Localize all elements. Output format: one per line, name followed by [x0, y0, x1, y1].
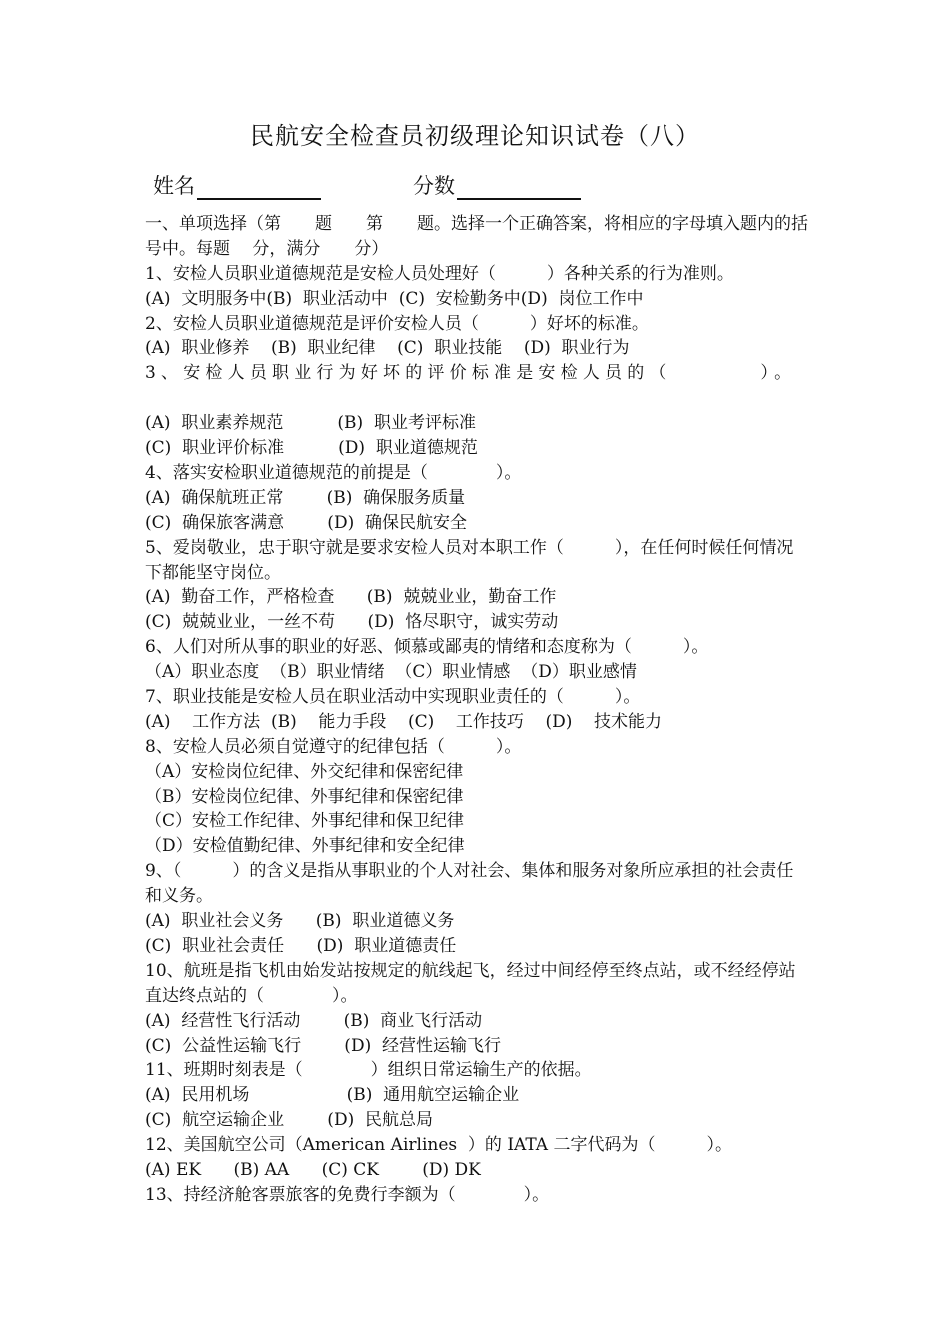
- option-line: (A) EK (B) AA (C) CK (D) DK: [145, 1159, 481, 1180]
- question-line: 12、美国航空公司（American Airlines ）的 IATA 二字代码为（ ）。: [145, 1135, 732, 1156]
- question-line: 5、爱岗敬业，忠于职守就是要求安检人员对本职工作（ ），在任何时候任何情况下都能坚守岗位。: [145, 537, 794, 583]
- name-field: [153, 170, 321, 200]
- candidate-info-row: [153, 170, 813, 204]
- option-line: (C) 职业评价标准 (D) 职业道德规范: [145, 438, 478, 459]
- option-line: (A) 工作方法 (B) 能力手段 (C) 工作技巧 (D) 技术能力: [145, 711, 662, 732]
- option-line: (C) 确保旅客满意 (D) 确保民航安全: [145, 512, 468, 533]
- question-line: 7、职业技能是安检人员在职业活动中实现职业责任的（ ）。: [145, 686, 641, 707]
- option-line: (C) 航空运输企业 (D) 民航总局: [145, 1110, 434, 1131]
- option-line: （B）安检岗位纪律、外事纪律和保密纪律: [145, 786, 464, 807]
- question-line: 8、安检人员必须自觉遵守的纪律包括（ ）。: [145, 736, 522, 757]
- score-blank-line[interactable]: [457, 172, 581, 200]
- option-line: (C) 兢兢业业，一丝不苟 (D) 恪尽职守，诚实劳动: [145, 612, 559, 633]
- question-line: 3、安检人员职业行为好坏的评价标准是安检人员的（ ）。: [145, 363, 797, 384]
- section-header: 一、单项选择（第 题 第 题。选择一个正确答案，将相应的字母填入题内的括号中。每题 分，满分 分）: [145, 214, 808, 259]
- option-line: (A) 确保航班正常 (B) 确保服务质量: [145, 487, 466, 508]
- option-line: (A) 文明服务中(B) 职业活动中 (C) 安检勤务中(D) 岗位工作中: [145, 288, 644, 309]
- option-line: (C) 职业社会责任 (D) 职业道德责任: [145, 935, 457, 956]
- option-line: (A) 职业修养 (B) 职业纪律 (C) 职业技能 (D) 职业行为: [145, 338, 630, 359]
- question-line: 6、人们对所从事的职业的好恶、倾慕或鄙夷的情绪和态度称为（ ）。: [145, 637, 709, 658]
- question-line: 9、（ ）的含义是指从事职业的个人对社会、集体和服务对象所应承担的社会责任和义务。: [145, 861, 794, 907]
- name-label: 姓名: [153, 174, 195, 198]
- option-line: (A) 民用机场 (B) 通用航空运输企业: [145, 1085, 520, 1106]
- question-line: 10、航班是指飞机由始发站按规定的航线起飞，经过中间经停至终点站，或不经经停站直达终点站的（ ）。: [145, 960, 796, 1006]
- question-line: 13、持经济舱客票旅客的免费行李额为（ ）。: [145, 1184, 550, 1205]
- option-line: （C）安检工作纪律、外事纪律和保卫纪律: [145, 811, 465, 832]
- option-line: (A) 职业社会义务 (B) 职业道德义务: [145, 911, 455, 932]
- question-line: 2、安检人员职业道德规范是评价安检人员（ ）好坏的标准。: [145, 313, 649, 334]
- option-line: （A）职业态度 （B）职业情绪 （C）职业情感 （D）职业感情: [145, 662, 637, 683]
- blank-line: [145, 386, 810, 411]
- name-blank-line[interactable]: [197, 172, 321, 200]
- option-line: (A) 经营性飞行活动 (B) 商业飞行活动: [145, 1010, 483, 1031]
- exam-title: 民航安全检查员初级理论知识试卷（八）: [250, 122, 700, 150]
- option-line: (A) 勤奋工作，严格检查 (B) 兢兢业业，勤奋工作: [145, 587, 557, 608]
- exam-questions: [145, 212, 810, 1208]
- score-field: [413, 170, 581, 200]
- option-line: (A) 职业素养规范 (B) 职业考评标准: [145, 413, 476, 434]
- question-line: 4、落实安检职业道德规范的前提是（ ）。: [145, 462, 522, 483]
- option-line: （D）安检值勤纪律、外事纪律和安全纪律: [145, 836, 465, 857]
- score-label: 分数: [413, 174, 455, 198]
- question-line: 1、安检人员职业道德规范是安检人员处理好（ ）各种关系的行为准则。: [145, 263, 734, 284]
- option-line: （A）安检岗位纪律、外交纪律和保密纪律: [145, 761, 464, 782]
- question-line: 11、班期时刻表是（ ）组织日常运输生产的依据。: [145, 1060, 592, 1081]
- option-line: (C) 公益性运输飞行 (D) 经营性运输飞行: [145, 1035, 502, 1056]
